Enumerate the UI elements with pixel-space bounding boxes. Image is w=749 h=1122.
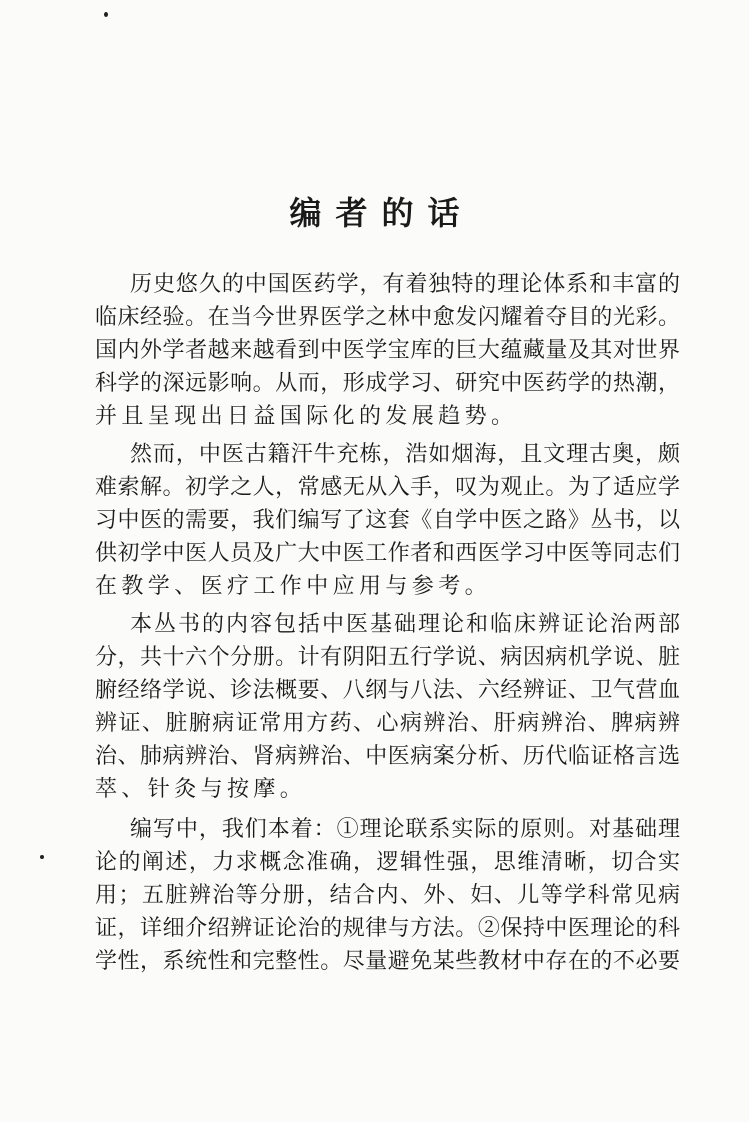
text-line: 治、肺病辨治、肾病辨治、中医病案分析、历代临证格言选 — [95, 744, 680, 769]
text-line: 历史悠久的中国医药学，有着独特的理论体系和丰富的 — [130, 272, 680, 297]
text-line: 学性，系统性和完整性。尽量避免某些教材中存在的不必要 — [95, 949, 680, 974]
text-line: 论的阐述，力求概念准确，逻辑性强，思维清晰，切合实 — [95, 850, 680, 875]
page-title: 编者的话 — [289, 194, 474, 232]
text-line: 国内外学者越来越看到中医学宝库的巨大蕴藏量及其对世界 — [95, 338, 680, 363]
text-line: 萃、针灸与按摩。 — [95, 777, 307, 802]
text-line: 习中医的需要，我们编写了这套《自学中医之路》丛书，以 — [95, 508, 680, 533]
text-line: 并且呈现出日益国际化的发展趋势。 — [95, 404, 518, 429]
text-line: 证，详细介绍辨证论治的规律与方法。②保持中医理论的科 — [95, 916, 680, 941]
text-line: 科学的深远影响。从而，形成学习、研究中医药学的热潮， — [95, 371, 680, 396]
scan-speck — [40, 855, 44, 859]
text-line: 编写中，我们本着：①理论联系实际的原则。对基础理 — [130, 817, 680, 842]
text-line: 在教学、医疗工作中应用与参考。 — [95, 574, 492, 599]
text-line: 供初学中医人员及广大中医工作者和西医学习中医等同志们 — [95, 541, 680, 566]
text-line: 难索解。初学之人，常感无从入手，叹为观止。为了适应学 — [95, 475, 680, 500]
scan-speck — [104, 12, 108, 17]
text-line: 用；五脏辨治等分册，结合内、外、妇、儿等学科常见病 — [95, 883, 680, 908]
text-line: 腑经络学说、诊法概要、八纲与八法、六经辨证、卫气营血 — [95, 678, 680, 703]
text-line: 分，共十六个分册。计有阴阳五行学说、病因病机学说、脏 — [95, 645, 680, 670]
text-line: 然而，中医古籍汗牛充栋，浩如烟海，且文理古奥，颇 — [130, 442, 680, 467]
text-line: 辨证、脏腑病证常用方药、心病辨治、肝病辨治、脾病辨 — [95, 711, 680, 736]
text-line: 本丛书的内容包括中医基础理论和临床辨证论治两部 — [130, 612, 680, 637]
text-line: 临床经验。在当今世界医学之林中愈发闪耀着夺目的光彩。 — [95, 305, 680, 330]
